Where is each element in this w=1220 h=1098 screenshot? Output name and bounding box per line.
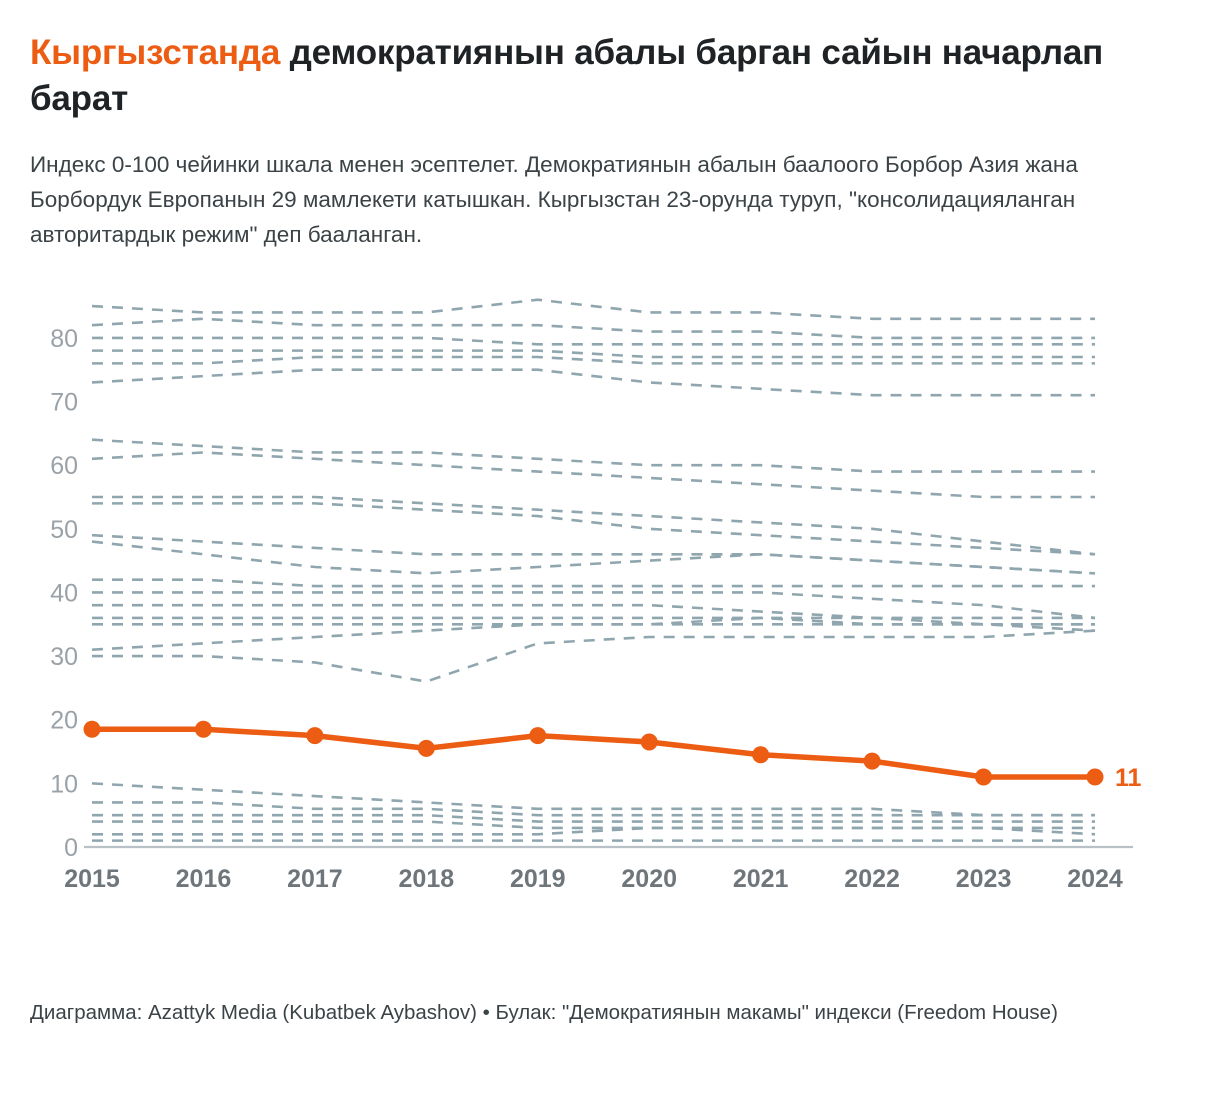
- chart-source-note: Диаграмма: Azattyk Media (Kubatbek Aybashov) • Булак: "Демократиянын макамы" индекси (Freedom House): [30, 1001, 1058, 1024]
- line-chart: [30, 277, 1190, 917]
- x-axis-tick-label: 2015: [64, 865, 120, 893]
- highlight-series-marker[interactable]: [195, 721, 212, 738]
- highlight-series-marker[interactable]: [864, 753, 881, 770]
- background-series-line: [92, 783, 1095, 815]
- background-series-line: [92, 452, 1095, 497]
- x-axis-tick-label: 2016: [175, 865, 232, 893]
- series-end-label: 11: [1115, 764, 1142, 792]
- background-series-line: [92, 357, 1095, 363]
- background-series-line: [92, 618, 1095, 650]
- background-series-line: [92, 338, 1095, 344]
- highlight-series-marker[interactable]: [306, 727, 323, 744]
- x-axis-tick-label: 2024: [1067, 865, 1123, 893]
- highlight-series-marker[interactable]: [1087, 769, 1104, 786]
- y-axis-tick-label: 50: [50, 515, 78, 544]
- highlight-series-marker[interactable]: [975, 769, 992, 786]
- page-subtitle: Индекс 0-100 чейинки шкала менен эсептелет. Демократиянын абалын баалоого Борбор Азия жана Борбордук Европанын 29 мамлекети катышкан. Кыргызстан 23-орунда туруп, "консолидацияланган авторитардык режим" деп бааланган.: [30, 152, 1078, 248]
- x-axis-tick-label: 2023: [955, 865, 1012, 893]
- highlight-series-marker[interactable]: [529, 727, 546, 744]
- y-axis-tick-label: 0: [64, 834, 78, 862]
- highlight-series-marker[interactable]: [641, 734, 658, 751]
- background-series-line: [92, 542, 1095, 574]
- y-axis-tick-label: 70: [50, 388, 78, 417]
- highlight-series-marker[interactable]: [84, 721, 101, 738]
- x-axis-tick-label: 2021: [732, 865, 789, 893]
- y-axis-tick-label: 60: [50, 452, 78, 481]
- title-rest: демократиянын абалы барган сайын начарлап барат: [30, 33, 1104, 119]
- y-axis-tick-label: 30: [50, 643, 78, 672]
- highlight-series-marker[interactable]: [752, 746, 769, 763]
- x-axis-tick-label: 2018: [398, 865, 455, 893]
- background-series-line: [92, 580, 1095, 586]
- title-highlight: Кыргызстанда: [30, 33, 281, 72]
- background-series-line: [92, 503, 1095, 554]
- background-series-line: [92, 319, 1095, 338]
- x-axis-tick-label: 2019: [509, 865, 566, 893]
- x-axis-tick-label: 2022: [844, 865, 900, 893]
- background-series-line: [92, 605, 1095, 618]
- chart-container: [30, 277, 1190, 917]
- x-axis-tick-label: 2020: [621, 865, 678, 893]
- y-axis-tick-label: 20: [50, 706, 78, 735]
- y-axis-tick-label: 80: [50, 324, 78, 353]
- highlight-series-line[interactable]: [92, 729, 1095, 777]
- background-series-line: [92, 300, 1095, 319]
- page-title: [30, 30, 1184, 122]
- background-series-line: [92, 631, 1095, 682]
- background-series-line: [92, 351, 1095, 357]
- y-axis-tick-label: 40: [50, 579, 78, 608]
- y-axis-tick-label: 10: [50, 770, 78, 799]
- highlight-series-marker[interactable]: [418, 740, 435, 757]
- x-axis-tick-label: 2017: [287, 865, 343, 893]
- background-series-line: [92, 535, 1095, 573]
- background-series-line: [92, 370, 1095, 395]
- background-series-line: [92, 497, 1095, 554]
